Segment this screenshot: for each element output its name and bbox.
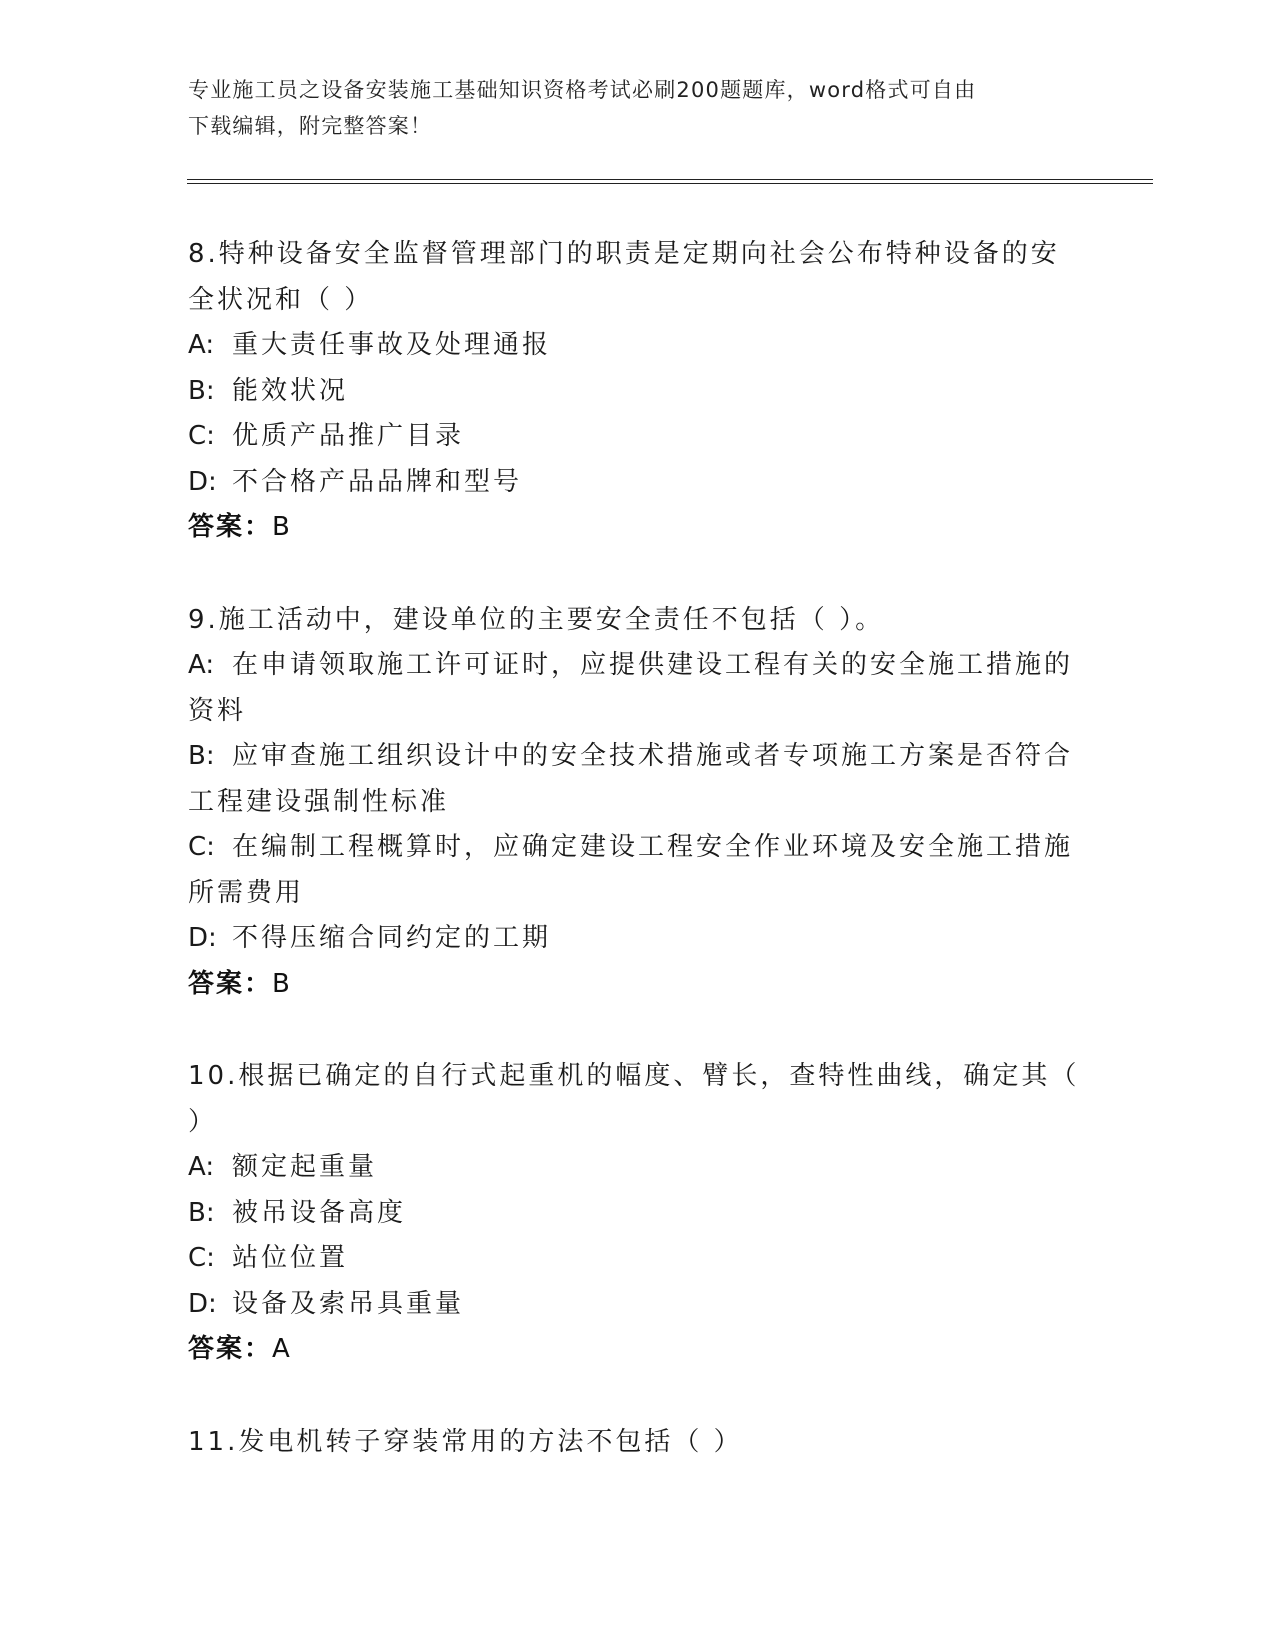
option-c-continued: 所需费用 — [188, 877, 305, 908]
header-line-2: 下载编辑，附完整答案！ — [188, 114, 433, 138]
option-a — [188, 323, 1088, 369]
question-10 — [188, 1054, 1088, 1373]
option-letter: C: — [188, 421, 215, 451]
option-letter: C: — [188, 1243, 215, 1273]
answer-label: 答案： — [188, 1334, 273, 1364]
question-stem: 8.特种设备安全监督管理部门的职责是定期向社会公布特种设备的安 — [188, 239, 1060, 269]
option-text: 不得压缩合同约定的工期 — [232, 923, 552, 953]
question-8 — [188, 232, 1088, 551]
question-stem: 9.施工活动中，建设单位的主要安全责任不包括（ ）。 — [188, 604, 885, 635]
answer-value: A — [272, 1334, 292, 1364]
header-divider-bottom — [187, 183, 1153, 184]
option-d — [188, 460, 1088, 506]
option-text: 应审查施工组织设计中的安全技术措施或者专项施工方案是否符合 — [232, 741, 1074, 771]
question-stem: 10.根据已确定的自行式起重机的幅度、臂长，查特性曲线，确定其（ — [188, 1061, 1080, 1091]
option-text: 能效状况 — [232, 375, 349, 406]
option-c — [188, 414, 1088, 460]
option-letter: C: — [188, 832, 215, 862]
option-letter: A: — [188, 330, 215, 360]
document-header — [188, 72, 1088, 144]
option-text: 在编制工程概算时，应确定建设工程安全作业环境及安全施工措施 — [232, 832, 1074, 862]
option-c — [188, 1236, 1088, 1282]
option-a-continued: 资料 — [188, 695, 247, 726]
option-letter: B: — [188, 741, 215, 771]
option-text: 额定起重量 — [232, 1152, 378, 1182]
option-text: 站位位置 — [232, 1243, 349, 1273]
option-letter: D: — [188, 923, 217, 953]
option-b — [188, 734, 1088, 780]
option-letter: D: — [188, 1288, 217, 1319]
option-a — [188, 1145, 1088, 1191]
option-letter: B: — [188, 1197, 215, 1228]
option-letter: A: — [188, 1152, 215, 1182]
answer — [188, 1327, 1088, 1373]
option-text: 不合格产品品牌和型号 — [232, 466, 523, 497]
option-text: 在申请领取施工许可证时，应提供建设工程有关的安全施工措施的 — [232, 650, 1074, 680]
question-9 — [188, 598, 1088, 1008]
option-d — [188, 1282, 1088, 1328]
answer-value: B — [272, 512, 292, 542]
option-d — [188, 916, 1088, 962]
option-b — [188, 369, 1088, 415]
answer-label: 答案： — [188, 968, 273, 999]
option-b-continued: 工程建设强制性标准 — [188, 786, 450, 817]
option-letter: A: — [188, 650, 215, 680]
option-text: 设备及索吊具重量 — [232, 1288, 465, 1319]
option-letter: D: — [188, 466, 217, 497]
option-b — [188, 1191, 1088, 1237]
answer — [188, 962, 1088, 1008]
option-letter: B: — [188, 375, 215, 406]
option-text: 被吊设备高度 — [232, 1197, 407, 1228]
question-11 — [188, 1420, 1088, 1466]
option-c — [188, 825, 1088, 871]
question-stem: ） — [188, 1106, 218, 1137]
question-stem: 11.发电机转子穿装常用的方法不包括（ ） — [188, 1426, 743, 1457]
question-list — [188, 232, 1088, 1512]
answer-value: B — [272, 968, 292, 999]
header-line-1: 专业施工员之设备安装施工基础知识资格考试必刷200题题库，word格式可自由 — [188, 78, 977, 102]
option-a — [188, 643, 1088, 689]
header-divider-top — [187, 179, 1153, 180]
answer-label: 答案： — [188, 512, 273, 542]
option-text: 重大责任事故及处理通报 — [232, 330, 552, 360]
answer — [188, 505, 1088, 551]
option-text: 优质产品推广目录 — [232, 421, 465, 451]
question-stem: 全状况和（ ） — [188, 284, 374, 315]
